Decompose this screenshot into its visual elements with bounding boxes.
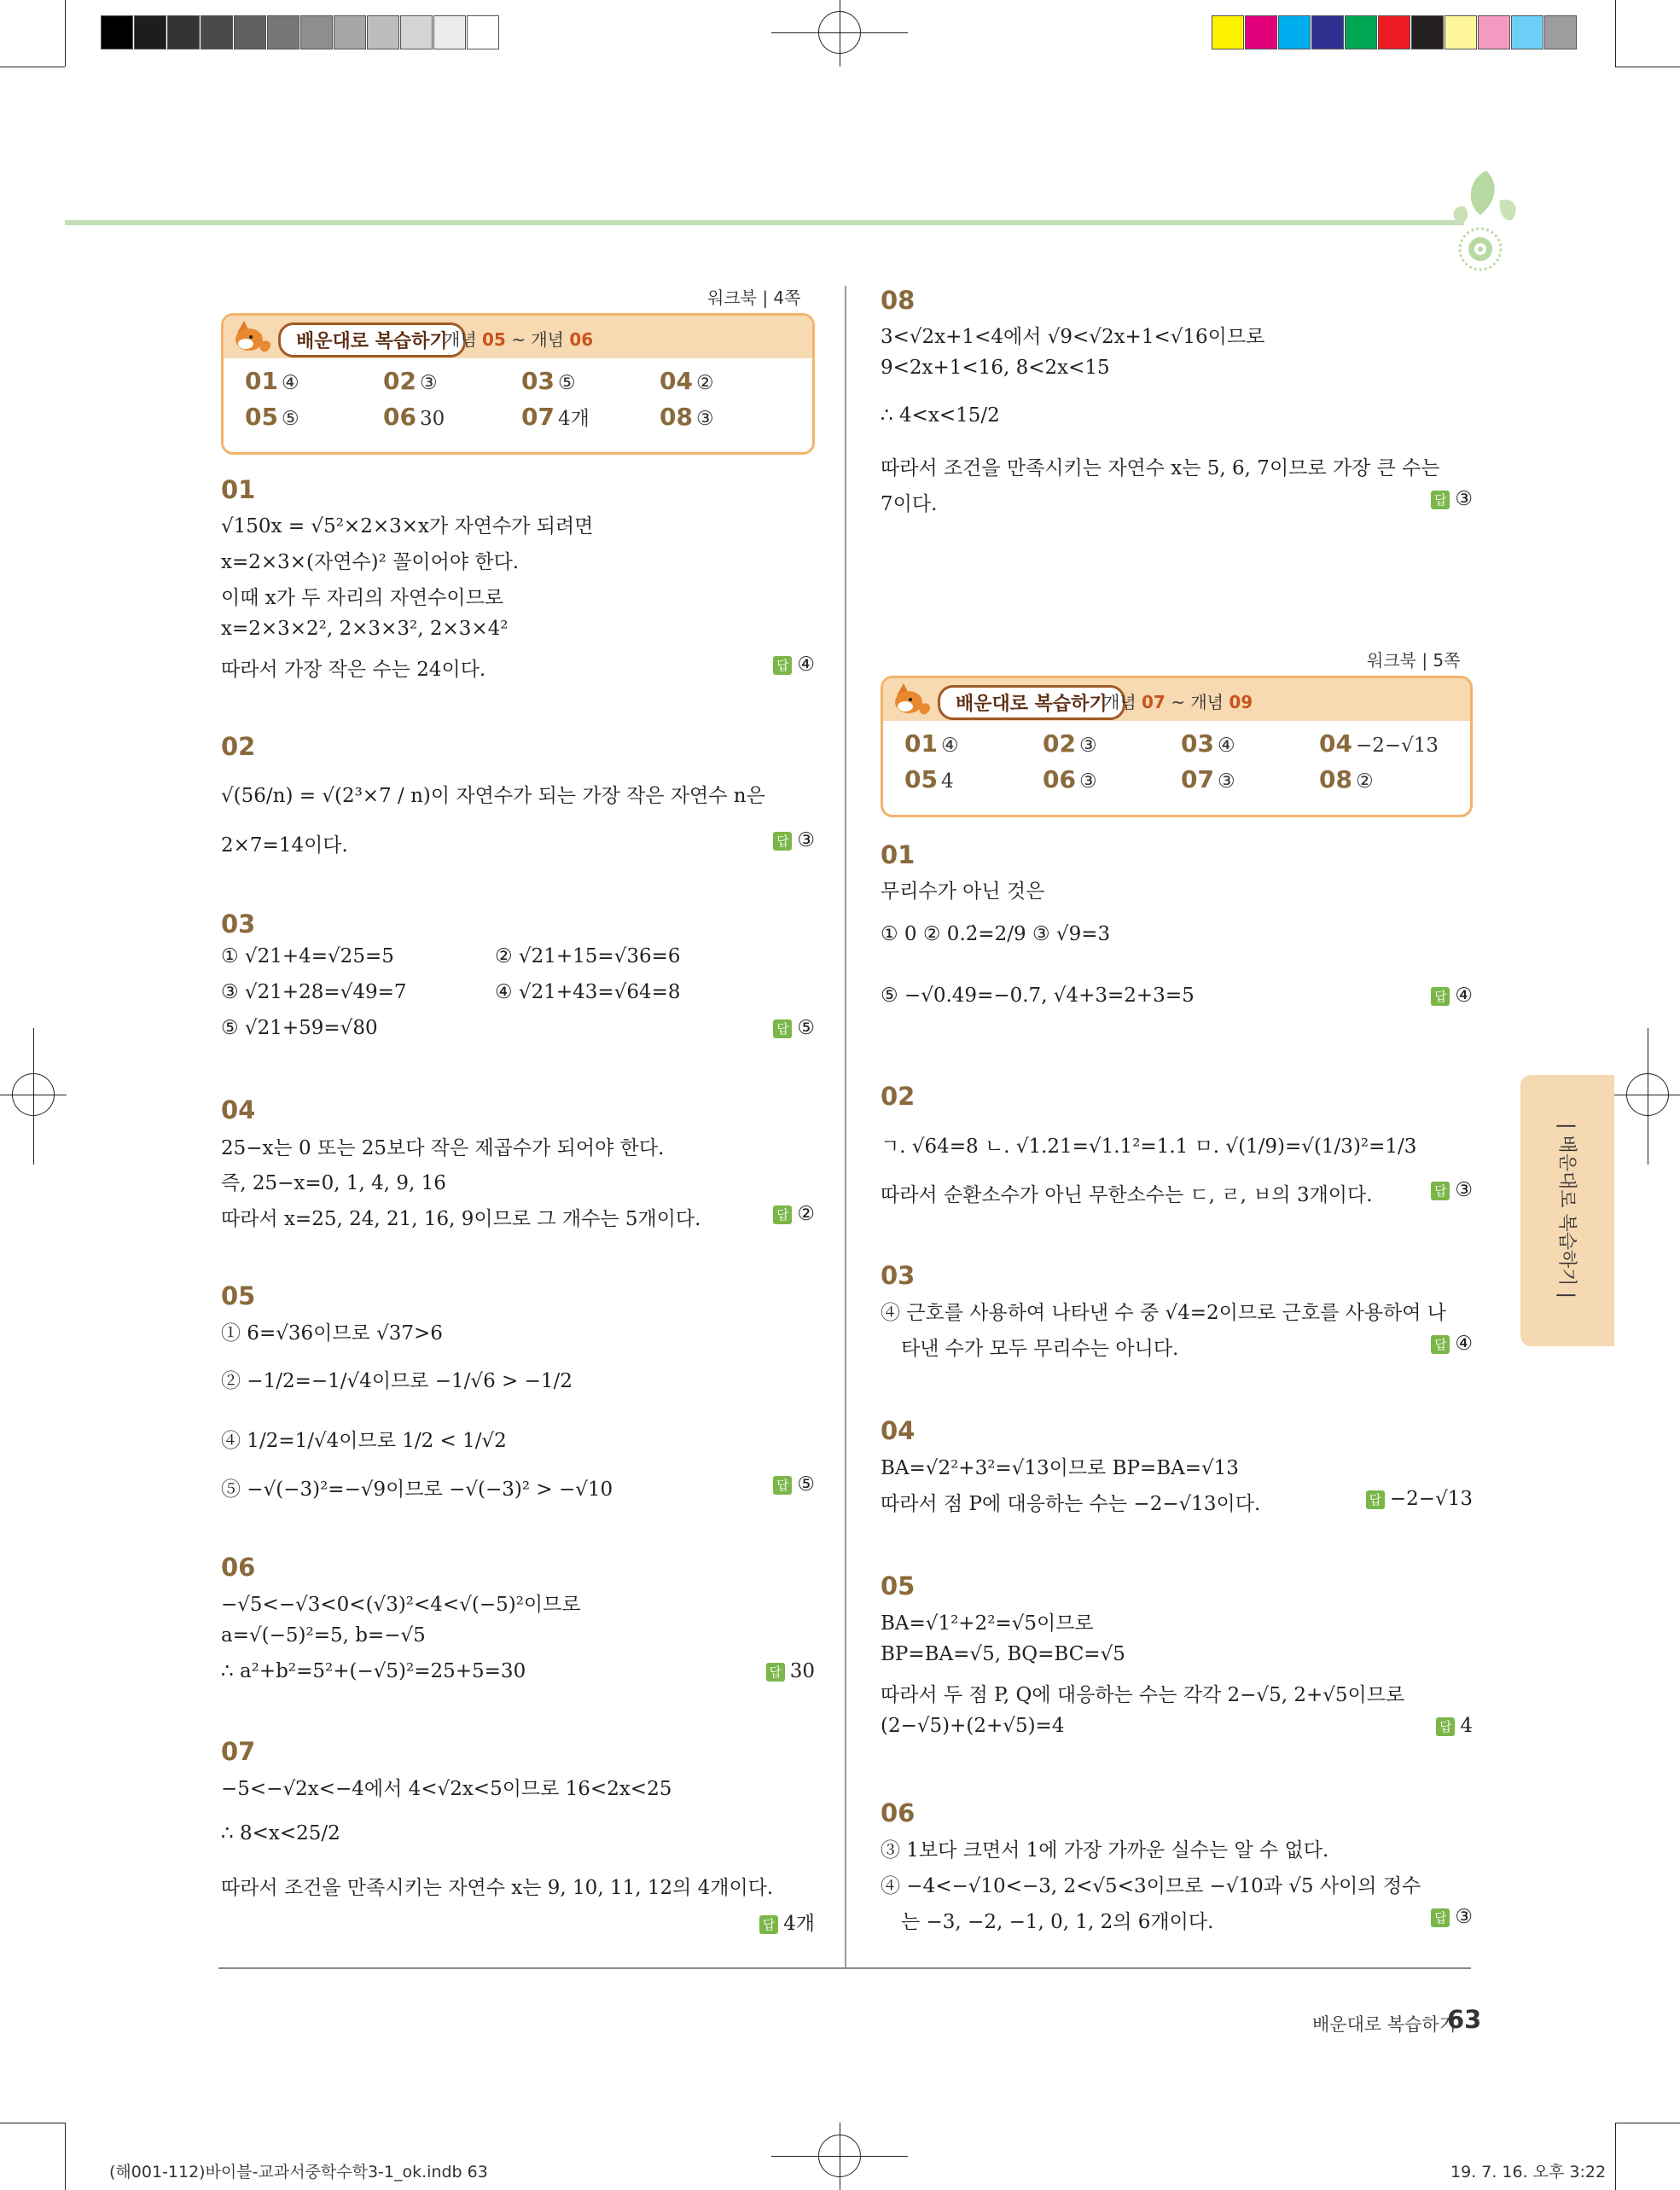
review-answer-item — [383, 403, 445, 431]
workbook-label: 워크북 | 4쪽 — [707, 288, 801, 308]
answer-value: ③ — [797, 829, 815, 851]
problem-number: 06 — [221, 1553, 256, 1582]
gray-swatch — [201, 15, 233, 49]
solution-line: 따라서 두 점 P, Q에 대응하는 수는 각각 2−√5, 2+√5이므로 — [881, 1684, 1405, 1706]
solution-line: ⑤ √21+59=√80 — [221, 1017, 378, 1039]
solution-line: 따라서 x=25, 24, 21, 16, 9이므로 그 개수는 5개이다. — [221, 1208, 701, 1230]
gray-swatch — [300, 15, 333, 49]
gray-swatch — [400, 15, 433, 49]
answer-tag-icon: 답 — [773, 832, 792, 851]
header-rule — [65, 220, 1464, 225]
answer-value: ③ — [1078, 735, 1097, 757]
solution-answer — [1436, 1715, 1473, 1737]
answer-number: 08 — [660, 403, 693, 431]
answer-tag-icon: 답 — [773, 656, 792, 675]
solution-line: 3<√2x+1<4에서 √9<√2x+1<√16이므로 — [881, 326, 1265, 348]
answer-value: −2−√13 — [1389, 1488, 1473, 1510]
review-answer-item — [1181, 765, 1235, 793]
solution-line: ① 0 ② 0.2̇=2/9 ③ √9=3 — [881, 923, 1111, 945]
answer-value: ⑤ — [281, 408, 299, 430]
solution-line: ② −1/2=−1/√4이므로 −1/√6 > −1/2 — [221, 1370, 573, 1392]
solution-answer — [773, 1473, 815, 1496]
answer-number: 03 — [521, 367, 555, 395]
problem-number: 06 — [881, 1798, 916, 1827]
slug-file-info: (해001-112)바이블-교과서중학수학3-1_ok.indb 63 — [109, 2163, 488, 2181]
review-answer-item — [383, 367, 438, 395]
problem-number: 02 — [221, 732, 256, 761]
problem-number: 05 — [221, 1281, 256, 1310]
gray-swatch — [267, 15, 299, 49]
problem-number: 01 — [881, 840, 916, 869]
solution-line: ④ 1/2=1/√4이므로 1/2 < 1/√2 — [221, 1430, 507, 1452]
gray-swatch — [234, 15, 266, 49]
solution-line: √(56/n) = √(2³×7 / n)이 자연수가 되는 가장 작은 자연수 n은 — [221, 785, 765, 807]
solution-line: ① 6=√36이므로 √37>6 — [221, 1322, 443, 1345]
review-answer-item — [245, 403, 299, 431]
review-answer-item — [245, 367, 299, 395]
problem-number: 04 — [881, 1416, 916, 1445]
review-answer-item — [904, 765, 954, 793]
answer-tag-icon: 답 — [1431, 491, 1450, 509]
solution-line: ∴ 8<x<25/2 — [221, 1822, 340, 1844]
answer-value: 4 — [1460, 1715, 1473, 1737]
answer-number: 04 — [1319, 729, 1352, 758]
answer-tag-icon: 답 — [1431, 1908, 1450, 1927]
answer-value: 30 — [419, 408, 445, 430]
answer-value: ④ — [1455, 1333, 1473, 1355]
answer-value: 30 — [789, 1660, 815, 1682]
answer-value: ④ — [797, 654, 815, 676]
solution-line: 9<2x+1<16, 8<2x<15 — [881, 357, 1110, 379]
solution-answer — [773, 1203, 815, 1225]
solution-line: ① √21+4=√25=5 — [221, 945, 394, 967]
review-answer-item — [660, 403, 714, 431]
solution-line: √150x = √5²×2×3×x가 자연수가 되려면 — [221, 515, 594, 537]
color-swatch — [1345, 15, 1377, 49]
answer-tag-icon: 답 — [773, 1205, 792, 1224]
solution-answer — [773, 829, 815, 851]
gray-swatch — [433, 15, 466, 49]
solution-line: 따라서 조건을 만족시키는 자연수 x는 5, 6, 7이므로 가장 큰 수는 — [881, 457, 1440, 479]
answer-number: 08 — [1319, 765, 1352, 793]
answer-number: 01 — [245, 367, 278, 395]
crop-mark — [65, 2123, 66, 2190]
review-answer-item — [521, 367, 576, 395]
solution-line: 즉, 25−x=0, 1, 4, 9, 16 — [221, 1172, 446, 1194]
review-answer-item — [1043, 729, 1097, 758]
solution-answer — [766, 1660, 815, 1682]
review-title: 배운대로 복습하기 — [278, 322, 466, 357]
answer-value: ⑤ — [557, 372, 576, 394]
solution-line: BA=√2²+3²=√13이므로 BP=BA=√13 — [881, 1457, 1239, 1479]
color-swatch — [1245, 15, 1277, 49]
answer-tag-icon: 답 — [1431, 1335, 1450, 1354]
review-header — [883, 678, 1470, 721]
problem-number: 07 — [221, 1737, 256, 1766]
answer-number: 04 — [660, 367, 693, 395]
answer-value: 4개 — [783, 1913, 815, 1935]
solution-line: ④ √21+43=√64=8 — [495, 981, 681, 1003]
review-concept-range: 개념 07 ~ 개념 09 — [1103, 692, 1253, 712]
answer-value: ⑤ — [797, 1473, 815, 1496]
solution-line: 무리수가 아닌 것은 — [881, 880, 1045, 903]
problem-number: 02 — [881, 1082, 916, 1111]
answer-tag-icon: 답 — [1431, 1182, 1450, 1200]
solution-line: ④ 근호를 사용하여 나타낸 수 중 √4=2이므로 근호를 사용하여 나 — [881, 1302, 1447, 1324]
answer-value: −2−√13 — [1355, 735, 1439, 757]
solution-line: ㄱ. √64=8 ㄴ. √1.21=√1.1²=1.1 ㅁ. √(1/9)=√(1/3)²=1/3 — [881, 1136, 1417, 1158]
crop-mark — [65, 0, 66, 67]
solution-line: 2×7=14이다. — [221, 834, 348, 857]
solution-line: BA=√1²+2²=√5이므로 — [881, 1612, 1094, 1635]
color-swatch — [1478, 15, 1510, 49]
answer-value: ③ — [1455, 1906, 1473, 1928]
solution-line: BP=BA=√5, BQ=BC=√5 — [881, 1643, 1125, 1665]
color-swatch — [1544, 15, 1577, 49]
gray-swatch — [167, 15, 200, 49]
answer-number: 07 — [1181, 765, 1214, 793]
solution-answer — [1366, 1488, 1473, 1510]
solution-answer — [1431, 1333, 1473, 1355]
answer-value: ⑤ — [797, 1017, 815, 1039]
problem-number: 05 — [881, 1571, 916, 1600]
color-swatch — [1511, 15, 1543, 49]
answer-value: ④ — [281, 372, 299, 394]
answer-number: 07 — [521, 403, 555, 431]
solution-line: ∴ a²+b²=5²+(−√5)²=25+5=30 — [221, 1660, 526, 1682]
answer-value: ③ — [1455, 488, 1473, 510]
solution-line: 타낸 수가 모두 무리수는 아니다. — [901, 1338, 1179, 1360]
problem-number: 03 — [881, 1261, 916, 1290]
crop-mark — [1615, 0, 1616, 67]
problem-number: 01 — [221, 475, 256, 504]
answer-number: 02 — [1043, 729, 1076, 758]
solution-line: 따라서 조건을 만족시키는 자연수 x는 9, 10, 11, 12의 4개이다. — [221, 1877, 774, 1899]
solution-line: ③ 1보다 크면서 1에 가장 가까운 실수는 알 수 없다. — [881, 1839, 1329, 1862]
review-answer-item — [660, 367, 714, 395]
solution-line: 이때 x가 두 자리의 자연수이므로 — [221, 587, 504, 609]
solution-line: x=2×3×2², 2×3×3², 2×3×4² — [221, 618, 509, 640]
answer-tag-icon: 답 — [773, 1019, 792, 1038]
answer-value: ③ — [1217, 770, 1235, 793]
leaf-ornament-icon — [1433, 162, 1527, 273]
solution-answer — [1431, 985, 1473, 1007]
review-answer-box — [221, 313, 815, 455]
answer-tag-icon: 답 — [1366, 1490, 1385, 1509]
review-concept-range: 개념 05 ~ 개념 06 — [444, 329, 594, 350]
solution-line: x=2×3×(자연수)² 꼴이어야 한다. — [221, 551, 520, 573]
solution-answer — [759, 1908, 815, 1936]
problem-number: 08 — [881, 286, 916, 315]
side-tab-label: | 배운대로 복습하기 | — [1555, 1123, 1578, 1298]
problem-number: 04 — [221, 1095, 256, 1124]
solution-line: 따라서 순환소수가 아닌 무한소수는 ㄷ, ㄹ, ㅂ의 3개이다. — [881, 1184, 1373, 1206]
solution-answer — [1431, 1906, 1473, 1928]
crop-mark — [1615, 2123, 1616, 2190]
answer-value: ③ — [695, 408, 714, 430]
answer-value: ④ — [1217, 735, 1235, 757]
color-swatch — [1278, 15, 1311, 49]
review-answer-item — [521, 403, 590, 431]
answer-tag-icon: 답 — [759, 1915, 778, 1934]
answer-value: ② — [1355, 770, 1374, 793]
answer-value: ② — [695, 372, 714, 394]
review-answer-item — [1181, 729, 1235, 758]
answer-number: 05 — [245, 403, 278, 431]
solution-line: ∴ 4<x<15/2 — [881, 404, 1000, 427]
problem-number: 03 — [221, 909, 256, 938]
answer-value: ③ — [1455, 1179, 1473, 1201]
color-swatch — [1411, 15, 1444, 49]
footer-rule — [218, 1967, 1471, 1969]
solution-line: 25−x는 0 또는 25보다 작은 제곱수가 되어야 한다. — [221, 1137, 665, 1159]
answer-value: 4개 — [557, 408, 590, 430]
answer-value: ③ — [419, 372, 438, 394]
solution-line: a=√(−5)²=5, b=−√5 — [221, 1624, 426, 1647]
solution-line: ⑤ −√(−3)²=−√9이므로 −√(−3)² > −√10 — [221, 1478, 613, 1501]
solution-answer — [1431, 1179, 1473, 1201]
gray-swatch — [101, 15, 133, 49]
answer-value: ② — [797, 1203, 815, 1225]
answer-value: ④ — [1455, 985, 1473, 1007]
solution-line: 따라서 가장 작은 수는 24이다. — [221, 659, 486, 681]
review-answer-item — [1319, 765, 1374, 793]
answer-number: 06 — [383, 403, 416, 431]
color-swatch — [1378, 15, 1410, 49]
answer-tag-icon: 답 — [773, 1476, 792, 1495]
answer-number: 01 — [904, 729, 938, 758]
solution-line: ⑤ −√0.49=−0.7, √4+3=2+3=5 — [881, 985, 1195, 1007]
answer-number: 03 — [1181, 729, 1214, 758]
gray-swatch — [334, 15, 366, 49]
review-answer-item — [1043, 765, 1097, 793]
solution-line: ③ √21+28=√49=7 — [221, 981, 407, 1003]
solution-answer — [1431, 488, 1473, 510]
answer-tag-icon: 답 — [1436, 1717, 1455, 1736]
color-swatch — [1212, 15, 1244, 49]
review-header — [224, 316, 812, 358]
page-number: 63 — [1447, 2005, 1482, 2034]
gray-swatch — [367, 15, 399, 49]
review-answer-item — [1319, 729, 1439, 758]
solution-line: ② √21+15=√36=6 — [495, 945, 681, 967]
solution-answer — [773, 1017, 815, 1039]
answer-number: 02 — [383, 367, 416, 395]
workbook-label: 워크북 | 5쪽 — [1367, 650, 1461, 671]
answer-number: 06 — [1043, 765, 1076, 793]
solution-line: 따라서 점 P에 대응하는 수는 −2−√13이다. — [881, 1493, 1261, 1515]
review-title: 배운대로 복습하기 — [938, 685, 1125, 720]
solution-answer — [773, 654, 815, 676]
answer-value: ④ — [940, 735, 959, 757]
solution-line: −5<−√2x<−4에서 4<√2x<5이므로 16<2x<25 — [221, 1778, 672, 1800]
slug-date: 19. 7. 16. 오후 3:22 — [1450, 2163, 1607, 2181]
column-divider — [845, 286, 846, 1968]
color-swatch — [1445, 15, 1477, 49]
gray-swatch — [134, 15, 166, 49]
fox-mascot-icon — [230, 317, 276, 357]
solution-line: −√5<−√3<0<(√3)²<4<√(−5)²이므로 — [221, 1594, 581, 1616]
answer-tag-icon: 답 — [1431, 987, 1450, 1006]
solution-line: 는 −3, −2, −1, 0, 1, 2의 6개이다. — [901, 1911, 1214, 1933]
review-answer-item — [904, 729, 959, 758]
answer-value: ③ — [1078, 770, 1097, 793]
answer-number: 05 — [904, 765, 938, 793]
fox-mascot-icon — [890, 680, 936, 719]
gray-swatch — [467, 15, 499, 49]
color-swatch — [1311, 15, 1344, 49]
solution-line: ④ −4<−√10<−3, 2<√5<3이므로 −√10과 √5 사이의 정수 — [881, 1875, 1421, 1897]
footer-section-title: 배운대로 복습하기 — [1312, 2014, 1456, 2035]
answer-value: 4 — [940, 770, 954, 793]
answer-tag-icon: 답 — [766, 1663, 785, 1682]
solution-line: (2−√5)+(2+√5)=4 — [881, 1715, 1065, 1737]
solution-line: 7이다. — [881, 493, 938, 515]
